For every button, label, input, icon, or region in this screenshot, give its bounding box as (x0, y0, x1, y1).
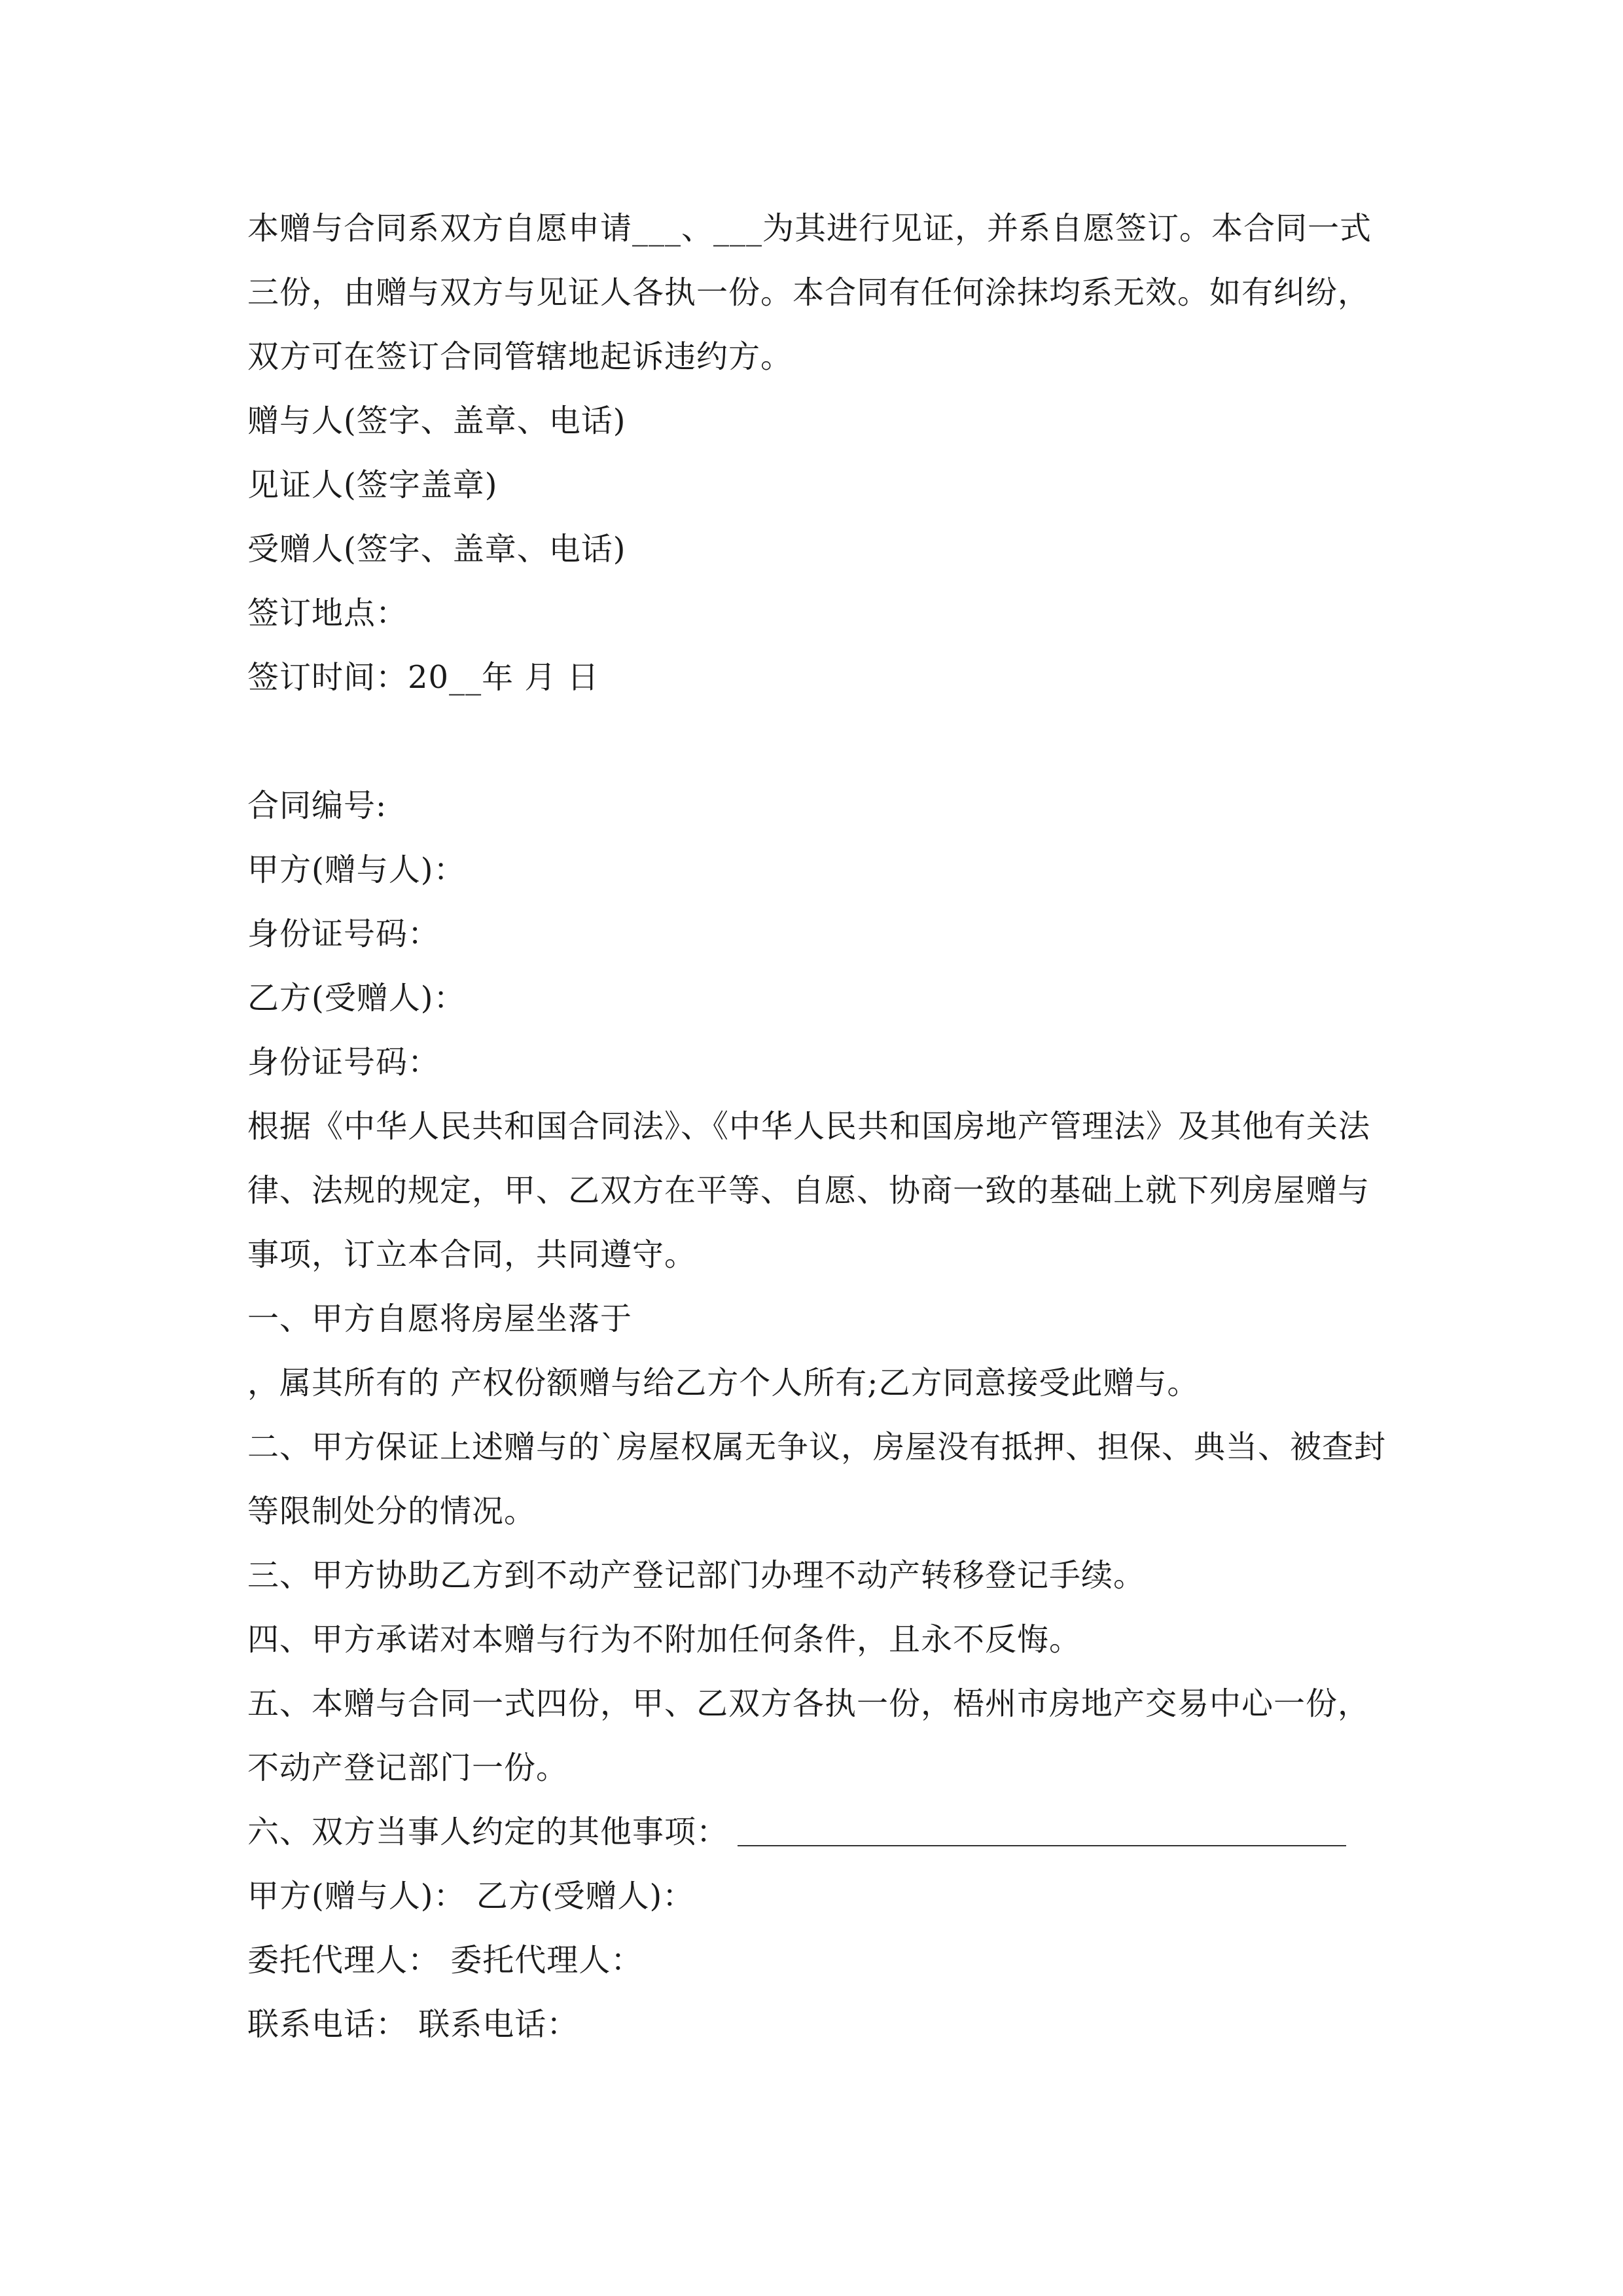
clause-2: 二、甲方保证上述赠与的`房屋权属无争议，房屋没有抵押、担保、典当、被查封等限制处分的情况。 (247, 1429, 1387, 1530)
clause-6: 六、双方当事人约定的其他事项： (247, 1814, 729, 1850)
donor-signature-line: 赠与人(签字、盖章、电话) (247, 403, 626, 439)
contract-preamble: 根据《中华人民共和国合同法》、《中华人民共和国房地产管理法》及其他有关法律、法规的规定，甲、乙双方在平等、自愿、协商一致的基础上就下列房屋赠与事项，订立本合同，共同遵守。 (247, 1108, 1371, 1273)
clause-4: 四、甲方承诺对本赠与行为不附加任何条件，且永不反悔。 (247, 1621, 1082, 1658)
party-a-line: 甲方(赠与人)： (247, 852, 466, 888)
clause-1-gift: ，属其所有的 产权份额赠与给乙方个人所有;乙方同意接受此赠与。 (247, 1365, 1200, 1401)
clause-5: 五、本赠与合同一式四份，甲、乙双方各执一份，梧州市房地产交易中心一份，不动产登记部门一份。 (247, 1685, 1370, 1786)
signature-phones: 联系电话： 联系电话： (247, 2006, 579, 2043)
party-a-id-line: 身份证号码： (247, 916, 440, 952)
contract-number: 合同编号: (247, 787, 387, 824)
signature-parties: 甲方(赠与人)： 乙方(受赠人)： (247, 1878, 695, 1914)
signing-place: 签订地点： (247, 595, 408, 632)
document-body (247, 196, 1399, 2056)
party-b-line: 乙方(受赠人)： (247, 980, 466, 1016)
section-gap (247, 709, 1399, 774)
clause-3: 三、甲方协助乙方到不动产登记部门办理不动产转移登记手续。 (247, 1557, 1146, 1594)
donee-signature-line: 受赠人(签字、盖章、电话) (247, 531, 626, 567)
signature-agents: 委托代理人： 委托代理人： (247, 1942, 643, 1979)
witness-clause: 本赠与合同系双方自愿申请___、___为其进行见证，并系自愿签订。本合同一式三份，由赠与双方与见证人各执一份。本合同有任何涂抹均系无效。如有纠纷，双方可在签订合同管辖地起诉违约方。 (247, 210, 1372, 375)
blank-fill-line (738, 1845, 1346, 1846)
clause-6-row (247, 1800, 1399, 1864)
party-b-id-line: 身份证号码： (247, 1044, 440, 1081)
clause-1-location: 一、甲方自愿将房屋坐落于 (247, 1300, 633, 1337)
signing-time: 签订时间：20__年 月 日 (247, 659, 599, 696)
witness-signature-line: 见证人(签字盖章) (247, 467, 498, 503)
